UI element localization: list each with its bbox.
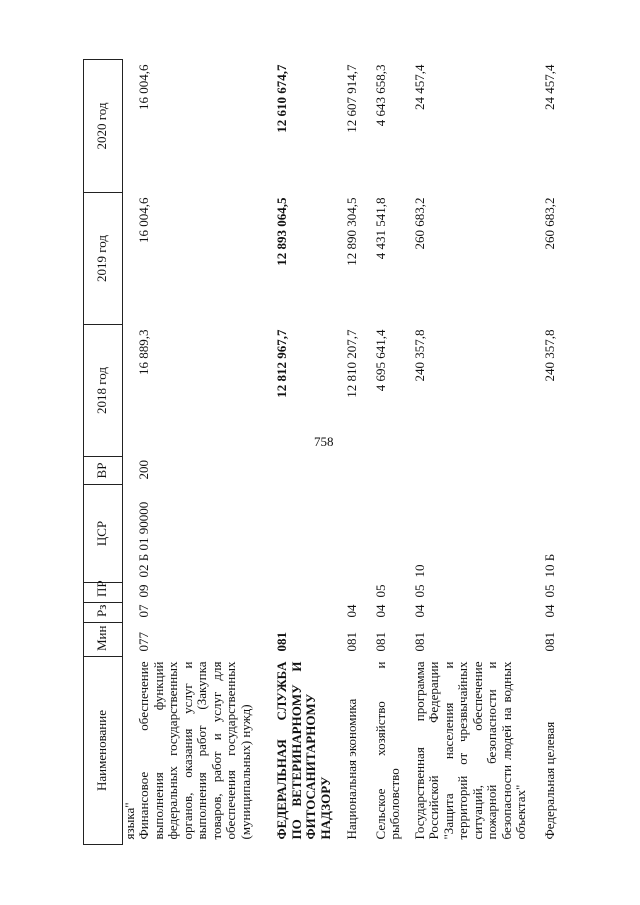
csr-cell: 10 Б [541, 553, 557, 578]
value-2020-cell: 16 004,6 [136, 64, 151, 110]
value-2020-cell: 12 610 674,7 [274, 64, 289, 133]
value-2019-cell: 260 683,2 [541, 197, 557, 250]
col-header-2019: 2019 год [83, 193, 122, 325]
col-header-csr: ЦСР [83, 485, 122, 583]
name-cell: Сельское хозяйство и рыболовство [372, 661, 402, 840]
table-row [137, 60, 275, 845]
table-row [275, 60, 345, 845]
name-cell: Национальная экономика [344, 698, 359, 840]
rz-cell: 04 [411, 604, 427, 618]
name-cell: Финансовое обеспечение выполнения функций федеральных государственных органов, оказания услуг и выполнения работ (Закупка товаров, работ и услуг для обеспечения государственных (муниципальных) нужд) [136, 661, 253, 840]
vr-cell [374, 457, 413, 485]
page-number: 758 [314, 434, 334, 449]
col-header-min: Мин [83, 623, 122, 657]
value-2018-cell: 4 695 641,4 [372, 329, 388, 392]
value-2020-cell: 24 457,4 [411, 64, 427, 110]
vr-cell [345, 457, 374, 485]
table-row [413, 60, 543, 845]
value-2020-cell: 24 457,4 [541, 64, 557, 110]
table-body [122, 60, 557, 845]
rotated-budget-table [63, 60, 613, 845]
value-2018-cell: 12 810 207,7 [344, 329, 359, 398]
budget-table [63, 59, 557, 845]
col-header-2018: 2018 год [83, 325, 122, 457]
name-cell: Государственная программа Российской Федерации "Защита населения и территорий от чрезвычайных ситуаций, обеспечение пожарной безопасности и безопасности людей на водных объектах" [411, 661, 528, 840]
value-2018-cell: 240 357,8 [411, 329, 427, 382]
pr-cell: 05 [541, 584, 557, 598]
value-2020-cell: 12 607 914,7 [344, 64, 359, 133]
lead-row [63, 60, 83, 845]
table-row [543, 60, 558, 845]
pr-cell: 09 [136, 584, 151, 598]
rz-cell: 04 [344, 604, 359, 618]
min-cell: 081 [541, 632, 557, 652]
value-2020-cell: 4 643 658,3 [372, 64, 388, 127]
min-cell: 081 [274, 632, 289, 652]
csr-cell [345, 485, 374, 583]
vr-cell [413, 457, 543, 485]
value-2019-cell: 12 893 064,5 [274, 197, 289, 266]
min-cell: 081 [411, 632, 427, 652]
value-2019-cell: 260 683,2 [411, 197, 427, 250]
min-cell: 081 [344, 632, 359, 652]
table-row [345, 60, 374, 845]
vr-cell: 200 [136, 460, 151, 480]
lead-text: языка" [121, 802, 137, 840]
header-row [83, 60, 122, 845]
csr-cell [275, 485, 345, 583]
name-cell: ФЕДЕРАЛЬНАЯ СЛУЖБА ПО ВЕТЕРИНАРНОМУ И ФИТОСАНИТАРНОМУ НАДЗОРУ [274, 661, 333, 840]
min-cell: 081 [372, 632, 388, 652]
csr-cell: 10 [411, 564, 427, 578]
rz-cell [275, 603, 345, 623]
min-cell: 077 [136, 632, 151, 652]
rz-cell: 07 [136, 604, 151, 618]
value-2019-cell: 12 890 304,5 [344, 197, 359, 266]
value-2019-cell: 4 431 541,8 [372, 197, 388, 260]
value-2018-cell: 12 812 967,7 [274, 329, 289, 398]
name-cell: Федеральная целевая [541, 721, 557, 840]
csr-cell: 02 Б 01 90000 [136, 501, 151, 578]
col-header-pr: ПР [83, 583, 122, 603]
pr-cell: 05 [411, 584, 427, 598]
vr-cell [543, 457, 558, 485]
csr-cell [374, 485, 413, 583]
col-header-rz: Рз [83, 603, 122, 623]
pr-cell: 05 [372, 584, 388, 598]
col-header-2020: 2020 год [83, 60, 122, 193]
col-header-name: Наименование [83, 657, 122, 845]
table-row [374, 60, 413, 845]
lead-text-row [122, 60, 137, 845]
value-2019-cell: 16 004,6 [136, 197, 151, 243]
value-2018-cell: 240 357,8 [541, 329, 557, 382]
col-header-vr: ВР [83, 457, 122, 485]
vr-cell [275, 457, 345, 485]
rz-cell: 04 [372, 604, 388, 618]
rz-cell: 04 [541, 604, 557, 618]
pr-cell [345, 583, 374, 603]
pr-cell [275, 583, 345, 603]
value-2018-cell: 16 889,3 [136, 329, 151, 375]
